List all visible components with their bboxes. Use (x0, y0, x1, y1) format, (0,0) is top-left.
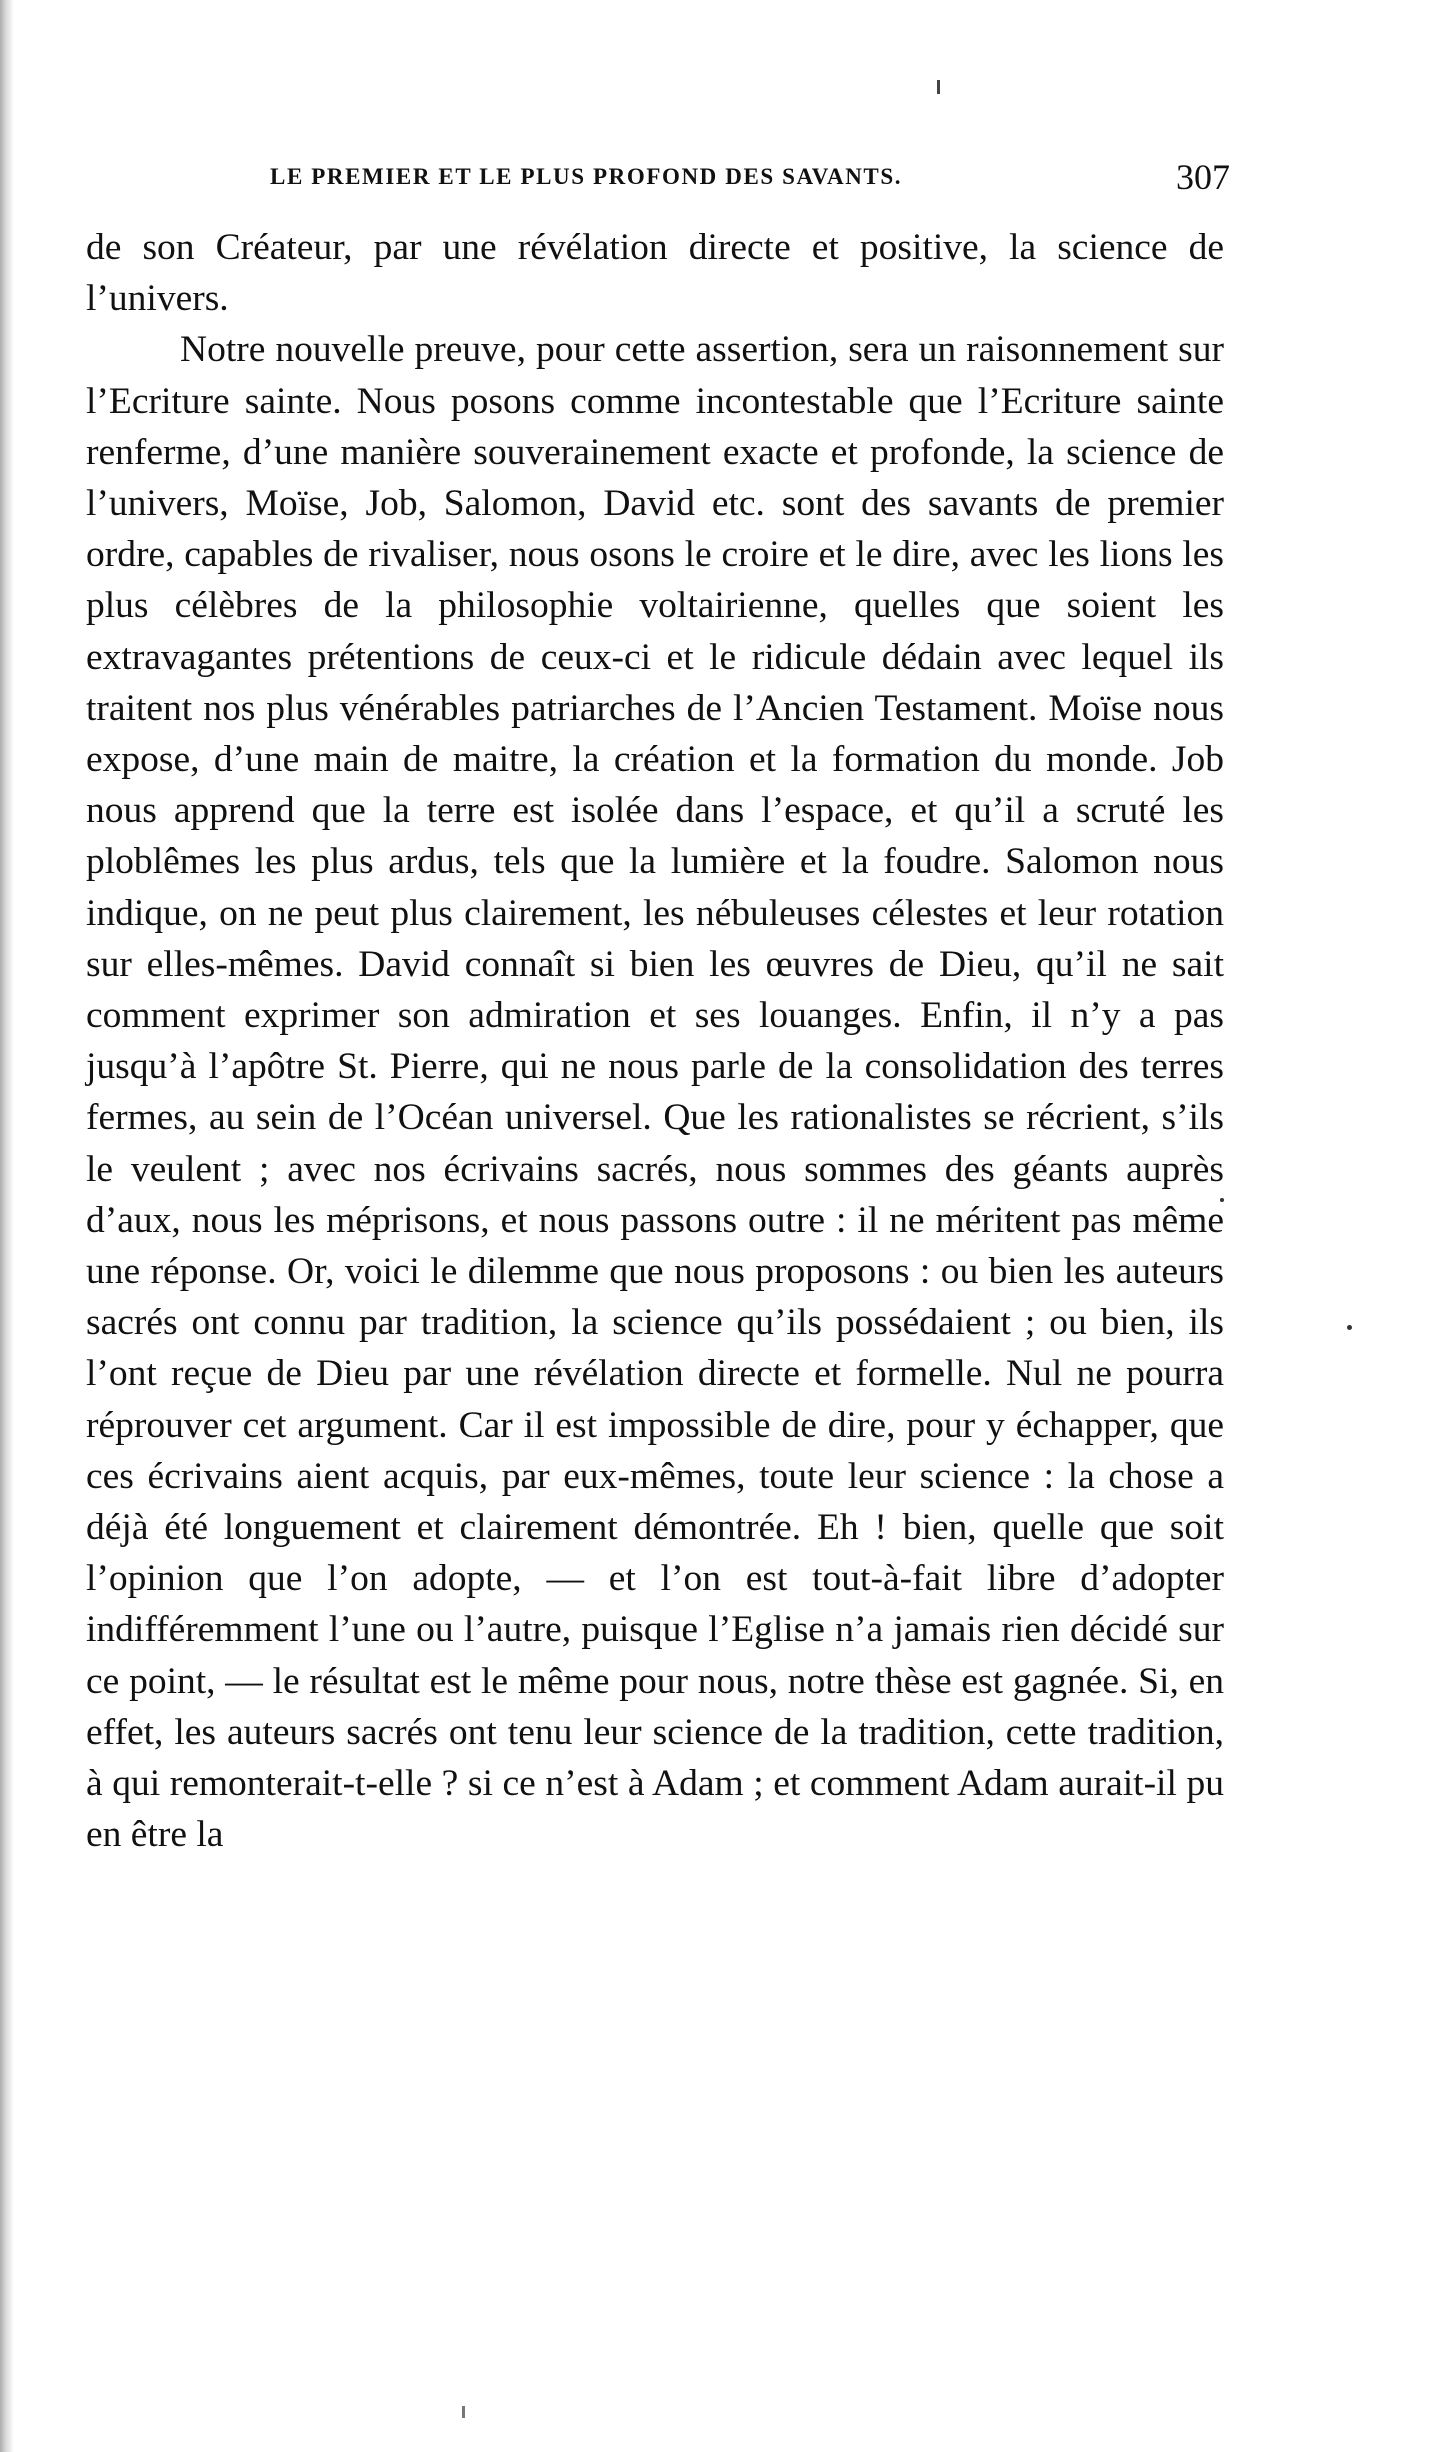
print-speck (462, 2406, 465, 2418)
running-title: LE PREMIER ET LE PLUS PROFOND DES SAVANTS. (270, 164, 903, 189)
page-header (270, 150, 1230, 210)
body-text (86, 222, 1224, 1861)
print-speck (1347, 1325, 1352, 1330)
paragraph: de son Créateur, par une révélation directe et positive, la science de l’univers. (86, 227, 1224, 320)
print-speck (937, 80, 940, 94)
page-number: 307 (1176, 157, 1230, 197)
paragraph: Notre nouvelle preuve, pour cette assertion, sera un raisonnement sur l’Ecriture sainte. Nous posons comme incontestable que l’Ecriture sainte renferme, d’une manière souverainement exacte et profonde, la science de l’univers, Moïse, Job, Salomon, David etc. sont des savants de premier ordre, capables de rivaliser, nous osons le croire et le dire, avec les lions les plus célèbres de la philosophie voltairienne, quelles que soient les extravagantes prétentions de ceux-ci et le ridicule dédain avec lequel ils traitent nos plus vénérables patriarches de l’Ancien Testament. Moïse nous expose, d’une main de maitre, la création et la formation du monde. Job nous apprend que la terre est isolée dans l’espace, et qu’il a scruté les ploblêmes les plus ardus, tels que la lumière et la foudre. Salomon nous indique, on ne peut plus clairement, les nébuleuses célestes et leur rotation sur elles-mêmes. David connaît si bien les œuvres de Dieu, qu’il ne sait comment exprimer son admiration et ses louanges. Enfin, il n’y a pas jusqu’à l’apôtre St. Pierre, qui ne nous parle de la consolidation des terres fermes, au sein de l’Océan universel. Que les rationalistes se récrient, s’ils le veulent ; avec nos écrivains sacrés, nous sommes des géants auprès d’aux, nous les méprisons, et nous passons outre : il ne méritent pas même une réponse. Or, voici le dilemme que nous proposons : ou bien les auteurs sacrés ont connu par tradition, la science qu’ils possédaient ; ou bien, ils l’ont reçue de Dieu par une révélation directe et formelle. Nul ne pourra réprouver cet argument. Car il est impossible de dire, pour y échapper, que ces écrivains aient acquis, par eux-mêmes, toute leur science : la chose a déjà été longuement et clairement démontrée. Eh ! bien, quelle que soit l’opinion que l’on adopte, — et l’on est tout-à-fait libre d’adopter indifféremment l’une ou l’autre, puisque l’Eglise n’a jamais rien décidé sur ce point, — le résultat est le même pour nous, notre thèse est gagnée. Si, en effet, les auteurs sacrés ont tenu leur science de la tradition, cette tradition, à qui remonterait-t-elle ? si ce n’est à Adam ; et comment Adam aurait-il pu en être la (86, 329, 1224, 1856)
page-binding-shadow (0, 0, 14, 2452)
